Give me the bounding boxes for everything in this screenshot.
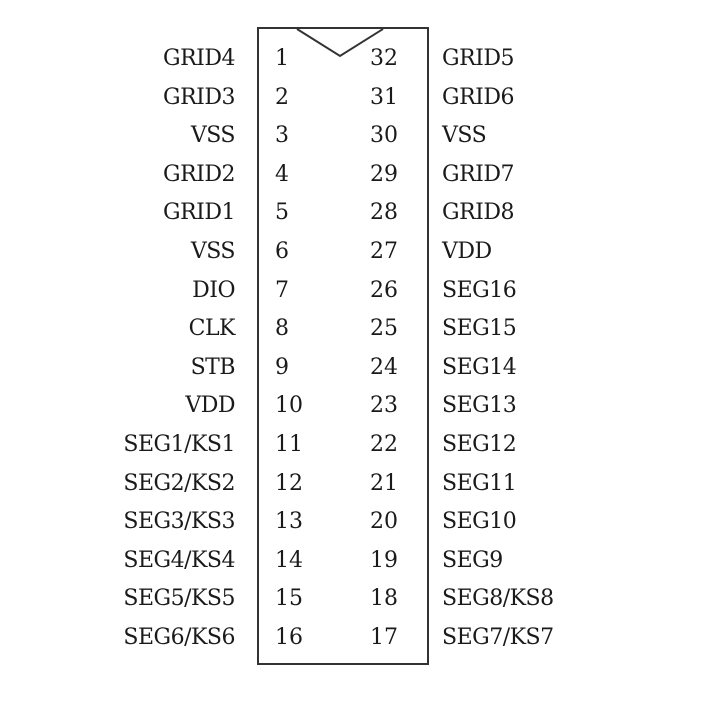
pin-row [0, 503, 725, 541]
right-pin-label: GRID5 [442, 46, 514, 71]
right-pin-label: VDD [442, 239, 492, 264]
left-pin-number: 3 [275, 123, 289, 149]
right-pin-label: SEG8/KS8 [442, 586, 554, 612]
right-pin-number: 21 [370, 470, 398, 496]
pin-row [0, 580, 725, 618]
right-pin-number: 17 [370, 625, 398, 650]
right-pin-number: 23 [370, 393, 398, 419]
left-pin-number: 14 [275, 547, 303, 573]
left-pin-label: SEG2/KS2 [123, 470, 235, 496]
right-pin-label: SEG9 [442, 547, 503, 573]
pin-row [0, 310, 725, 348]
right-pin-number: 19 [370, 547, 398, 573]
right-pin-number: 20 [370, 509, 398, 535]
left-pin-label: GRID1 [163, 200, 235, 226]
right-pin-label: GRID6 [442, 84, 514, 110]
left-pin-number: 2 [275, 84, 289, 110]
pin-row [0, 117, 725, 155]
left-pin-label: VSS [190, 123, 235, 149]
left-pin-label: SEG4/KS4 [123, 547, 235, 573]
right-pin-number: 30 [370, 123, 398, 149]
right-pin-number: 26 [370, 277, 398, 303]
left-pin-label: GRID4 [163, 46, 235, 71]
left-pin-number: 4 [275, 161, 289, 187]
right-pin-label: GRID8 [442, 200, 514, 226]
right-pin-number: 27 [370, 239, 398, 264]
left-pin-number: 8 [275, 316, 289, 342]
left-pin-number: 6 [275, 239, 289, 264]
right-pin-number: 32 [370, 46, 398, 71]
left-pin-label: SEG6/KS6 [123, 625, 235, 650]
right-pin-number: 24 [370, 354, 398, 380]
right-pin-label: SEG16 [442, 277, 517, 303]
right-pin-label: GRID7 [442, 161, 514, 187]
right-pin-label: SEG15 [442, 316, 517, 342]
left-pin-number: 12 [275, 470, 303, 496]
right-pin-number: 18 [370, 586, 398, 612]
pin-row [0, 194, 725, 232]
left-pin-number: 1 [275, 46, 289, 71]
left-pin-number: 5 [275, 200, 289, 226]
left-pin-number: 11 [275, 432, 303, 457]
right-pin-label: SEG14 [442, 354, 517, 380]
pin-row [0, 387, 725, 425]
right-pin-label: SEG10 [442, 509, 517, 535]
right-pin-number: 28 [370, 200, 398, 226]
left-pin-label: GRID2 [163, 161, 235, 187]
left-pin-number: 13 [275, 509, 303, 535]
pin-row [0, 426, 725, 464]
pin-row [0, 465, 725, 503]
left-pin-label: SEG1/KS1 [123, 432, 235, 457]
left-pin-number: 9 [275, 354, 289, 380]
pin-row [0, 156, 725, 194]
left-pin-label: VDD [185, 393, 235, 419]
pin-row [0, 233, 725, 271]
left-pin-label: VSS [190, 239, 235, 264]
right-pin-label: SEG11 [442, 470, 517, 496]
right-pin-number: 29 [370, 161, 398, 187]
right-pin-number: 22 [370, 432, 398, 457]
pin-row [0, 619, 725, 657]
right-pin-label: VSS [442, 123, 487, 149]
left-pin-label: STB [190, 354, 235, 380]
pin-row [0, 40, 725, 78]
pin-row [0, 349, 725, 387]
left-pin-label: SEG3/KS3 [123, 509, 235, 535]
pin-row [0, 272, 725, 310]
left-pin-label: SEG5/KS5 [123, 586, 235, 612]
left-pin-label: CLK [188, 316, 235, 342]
left-pin-number: 10 [275, 393, 303, 419]
right-pin-label: SEG13 [442, 393, 517, 419]
left-pin-label: DIO [192, 277, 235, 303]
left-pin-label: GRID3 [163, 84, 235, 110]
left-pin-number: 16 [275, 625, 303, 650]
right-pin-label: SEG12 [442, 432, 517, 457]
left-pin-number: 7 [275, 277, 289, 303]
pin-row [0, 542, 725, 580]
left-pin-number: 15 [275, 586, 303, 612]
right-pin-number: 31 [370, 84, 398, 110]
pin-row [0, 79, 725, 117]
right-pin-number: 25 [370, 316, 398, 342]
right-pin-label: SEG7/KS7 [442, 625, 554, 650]
